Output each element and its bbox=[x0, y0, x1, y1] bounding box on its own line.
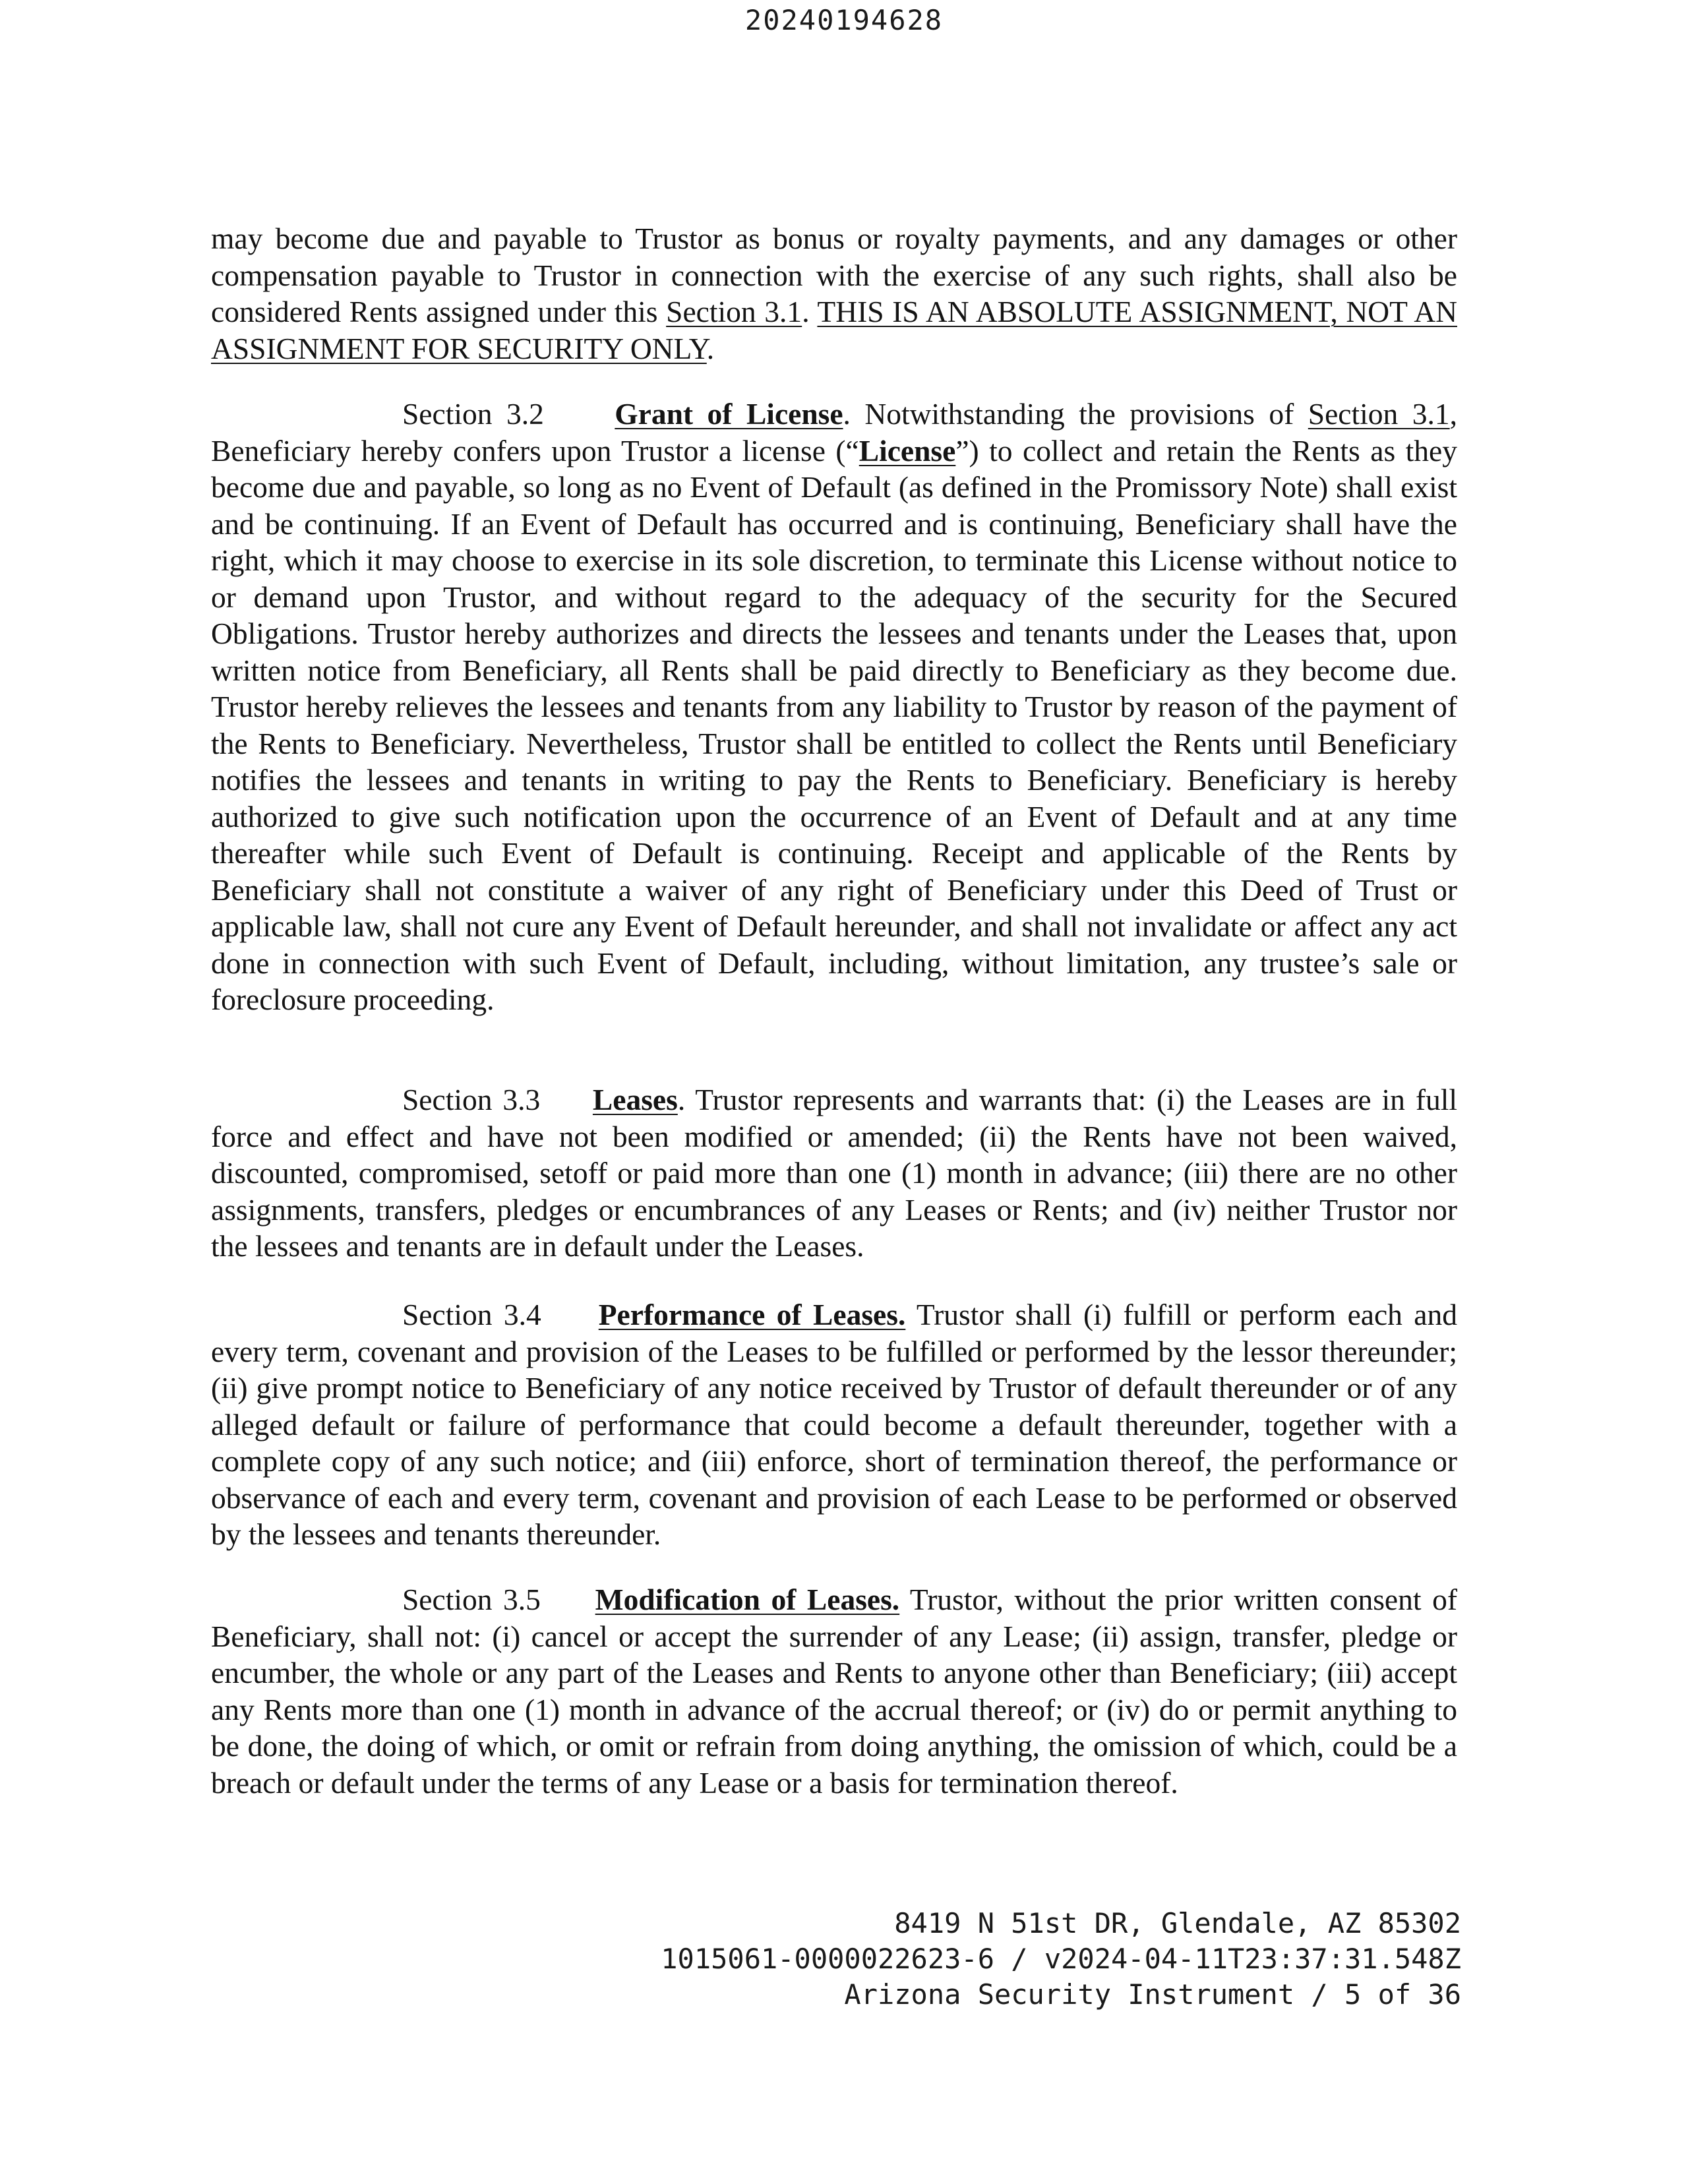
section-3-4-number: Section 3.4 bbox=[402, 1298, 541, 1331]
intro-text-1: may become due and payable to Trustor as bonus or royalty payments, and any damages or other compensation payable to Trustor in connection with the exercise of any such rights, shall also be considered Rents assigned under this bbox=[211, 222, 1457, 328]
section-3-2-title: Grant of License bbox=[615, 397, 843, 431]
section-3-5-body: Trustor, without the prior written consent of Beneficiary, shall not: (i) cancel or accept the surrender of any Lease; (ii) assign, transfer, pledge or encumber, the whole or any part of the Leases and Rents to anyone other than Beneficiary; (iii) accept any Rents more than one (1) month in advance of the accrual thereof; or (iv) do or permit anything to be done, the doing of which, or omit or refrain from doing anything, the omission of which, could be a breach or default under the terms of any Lease or a basis for termination thereof. bbox=[211, 1583, 1457, 1800]
loan-identifier: 1015061-0000022623-6 / v2024-04-11T23:37:31.548Z bbox=[661, 1943, 1461, 1975]
section-3-2-mid: , Beneficiary hereby confers upon Trustor a license (“ bbox=[211, 397, 1457, 468]
page-label: Arizona Security Instrument / 5 of 36 bbox=[844, 1978, 1461, 2011]
absolute-assignment-statement: THIS IS AN ABSOLUTE ASSIGNMENT, NOT AN ASSIGNMENT FOR SECURITY ONLY bbox=[211, 295, 1457, 365]
section-3-4-title: Performance of Leases. bbox=[598, 1298, 906, 1331]
section-3-3-title: Leases bbox=[592, 1083, 678, 1116]
section-3-4 bbox=[211, 1296, 1457, 1553]
section-3-2-reference: Section 3.1 bbox=[1308, 397, 1450, 431]
section-3-3 bbox=[211, 1081, 1457, 1265]
section-3-5 bbox=[211, 1581, 1457, 1801]
section-3-2-number: Section 3.2 bbox=[402, 397, 544, 431]
intro-text-2: . bbox=[802, 295, 818, 328]
document-number: 20240194628 bbox=[744, 4, 944, 36]
license-defined-term: License bbox=[859, 433, 956, 468]
section-3-5-title: Modification of Leases. bbox=[595, 1583, 900, 1616]
intro-text-3: . bbox=[706, 331, 715, 365]
section-3-2-body: ”) to collect and retain the Rents as they become due and payable, so long as no Event of Default (as defined in the Promissory Note) shall exist and be continuing. If an Event of Default has occurred and is continuing, Beneficiary shall have the right, which it may choose to exercise in its sole discretion, to terminate this License without notice to or demand upon Trustor, and without regard to the adequacy of the security for the Secured Obligations. Trustor hereby authorizes and directs the lessees and tenants under the Leases that, upon written notice from Beneficiary, all Rents shall be paid directly to Beneficiary as they become due. Trustor hereby relieves the lessees and tenants from any liability to Trustor by reason of the payment of the Rents to Beneficiary. Nevertheless, Trustor shall be entitled to collect the Rents until Beneficiary notifies the lessees and tenants in writing to pay the Rents to Beneficiary. Beneficiary is hereby authorized to give such notification upon the occurrence of an Event of Default and at any time thereafter while such Event of Default is continuing. Receipt and applicable of the Rents by Beneficiary shall not constitute a waiver of any right of Beneficiary under this Deed of Trust or applicable law, shall not cure any Event of Default hereunder, and shall not invalidate or affect any act done in connection with such Event of Default, including, without limitation, any trustee’s sale or foreclosure proceeding. bbox=[211, 433, 1457, 1016]
section-3-3-number: Section 3.3 bbox=[402, 1083, 541, 1116]
section-3-2 bbox=[211, 396, 1457, 1018]
property-address: 8419 N 51st DR, Glendale, AZ 85302 bbox=[894, 1907, 1461, 1939]
intro-paragraph bbox=[211, 220, 1457, 367]
section-3-3-body: . Trustor represents and warrants that: (i) the Leases are in full force and effect and have not been modified or amended; (ii) the Rents have not been waived, discounted, compromised, setoff or paid more than one (1) month in advance; (iii) there are no other assignments, transfers, pledges or encumbrances of any Leases or Rents; and (iv) neither Trustor nor the lessees and tenants are in default under the Leases. bbox=[211, 1083, 1458, 1263]
section-3-5-number: Section 3.5 bbox=[402, 1583, 541, 1616]
document-footer bbox=[661, 1906, 1461, 2013]
section-3-1-reference: Section 3.1 bbox=[666, 295, 802, 328]
section-3-2-lead: . Notwithstanding the provisions of bbox=[843, 397, 1308, 431]
section-3-4-body: Trustor shall (i) fulfill or perform each and every term, covenant and provision of the Leases to be fulfilled or performed by the lessor thereunder; (ii) give prompt notice to Beneficiary of any notice received by Trustor of default thereunder or of any alleged default or failure of performance that could become a default thereunder, together with a complete copy of any such notice; and (iii) enforce, short of termination thereof, the performance or observance of each and every term, covenant and provision of each Lease to be performed or observed by the lessees and tenants thereunder. bbox=[211, 1298, 1458, 1551]
